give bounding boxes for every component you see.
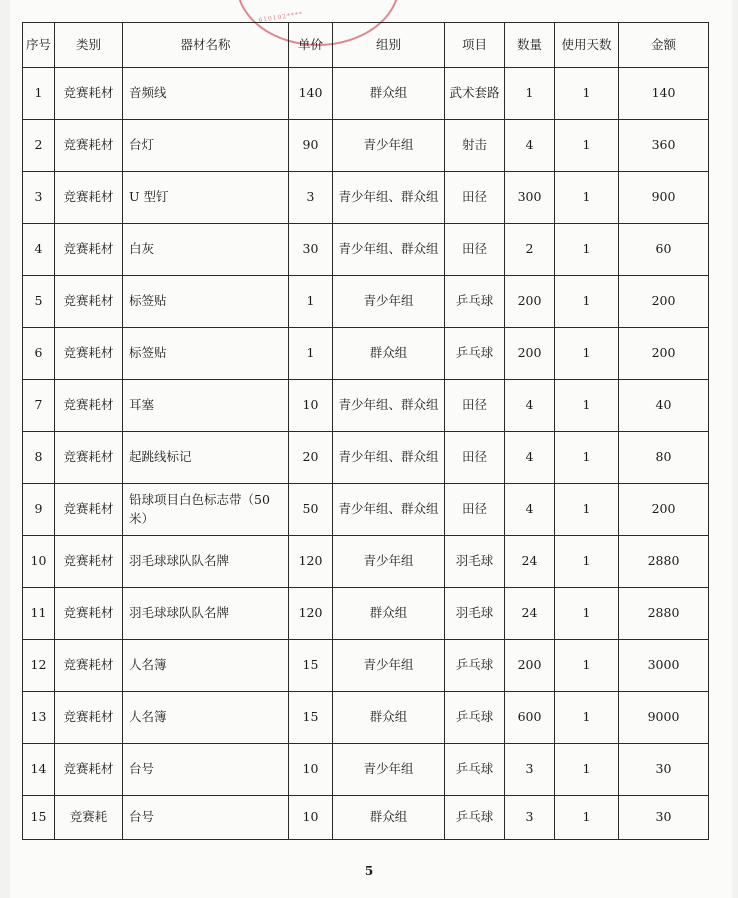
cell-index: 3	[23, 172, 55, 224]
cell-amount: 2880	[619, 588, 709, 640]
cell-category: 竞赛耗材	[55, 68, 123, 120]
table-row	[23, 744, 709, 796]
cell-item-name: 白灰	[123, 224, 289, 276]
cell-days-used: 1	[555, 692, 619, 744]
cell-event: 乒乓球	[445, 692, 505, 744]
cell-quantity: 1	[505, 68, 555, 120]
table-row	[23, 588, 709, 640]
table-row	[23, 484, 709, 536]
cell-days-used: 1	[555, 224, 619, 276]
cell-group: 青少年组、群众组	[333, 484, 445, 536]
cell-event: 田径	[445, 224, 505, 276]
cell-days-used: 1	[555, 432, 619, 484]
cell-group: 青少年组、群众组	[333, 380, 445, 432]
table-body	[23, 68, 709, 840]
stamp-text: 610102****	[257, 10, 304, 24]
cell-index: 15	[23, 796, 55, 840]
cell-index: 1	[23, 68, 55, 120]
cell-amount: 140	[619, 68, 709, 120]
cell-event: 田径	[445, 484, 505, 536]
cell-quantity: 4	[505, 484, 555, 536]
cell-event: 武术套路	[445, 68, 505, 120]
header-group: 组别	[333, 23, 445, 68]
cell-amount: 9000	[619, 692, 709, 744]
cell-event: 羽毛球	[445, 536, 505, 588]
cell-quantity: 4	[505, 380, 555, 432]
cell-days-used: 1	[555, 120, 619, 172]
cell-unit-price: 10	[289, 796, 333, 840]
cell-days-used: 1	[555, 172, 619, 224]
cell-quantity: 4	[505, 120, 555, 172]
cell-amount: 60	[619, 224, 709, 276]
equipment-cost-table	[22, 22, 709, 840]
cell-quantity: 4	[505, 432, 555, 484]
cell-amount: 30	[619, 744, 709, 796]
cell-index: 11	[23, 588, 55, 640]
header-amount: 金额	[619, 23, 709, 68]
table-row	[23, 276, 709, 328]
cell-category: 竞赛耗材	[55, 536, 123, 588]
cell-amount: 200	[619, 328, 709, 380]
cell-unit-price: 1	[289, 328, 333, 380]
cell-index: 2	[23, 120, 55, 172]
page-number: 5	[364, 864, 374, 878]
cell-group: 群众组	[333, 796, 445, 840]
cell-event: 羽毛球	[445, 588, 505, 640]
cell-unit-price: 10	[289, 744, 333, 796]
cell-item-name: 起跳线标记	[123, 432, 289, 484]
cell-category: 竞赛耗材	[55, 744, 123, 796]
header-category: 类别	[55, 23, 123, 68]
cell-item-name: 台号	[123, 744, 289, 796]
cell-group: 青少年组	[333, 120, 445, 172]
cell-group: 群众组	[333, 588, 445, 640]
cell-days-used: 1	[555, 796, 619, 840]
cell-index: 6	[23, 328, 55, 380]
cell-event: 乒乓球	[445, 744, 505, 796]
cell-quantity: 200	[505, 328, 555, 380]
cell-group: 青少年组、群众组	[333, 224, 445, 276]
cell-index: 7	[23, 380, 55, 432]
cell-category: 竞赛耗	[55, 796, 123, 840]
cell-days-used: 1	[555, 68, 619, 120]
cell-amount: 2880	[619, 536, 709, 588]
table-row	[23, 328, 709, 380]
cell-category: 竞赛耗材	[55, 692, 123, 744]
cell-event: 射击	[445, 120, 505, 172]
cell-amount: 360	[619, 120, 709, 172]
cell-days-used: 1	[555, 276, 619, 328]
cell-unit-price: 3	[289, 172, 333, 224]
table-row	[23, 432, 709, 484]
cell-quantity: 24	[505, 536, 555, 588]
cell-event: 田径	[445, 380, 505, 432]
cell-days-used: 1	[555, 744, 619, 796]
table-row	[23, 692, 709, 744]
cell-event: 田径	[445, 432, 505, 484]
cell-amount: 3000	[619, 640, 709, 692]
table-row	[23, 380, 709, 432]
cell-group: 青少年组、群众组	[333, 172, 445, 224]
cell-group: 青少年组	[333, 744, 445, 796]
cell-unit-price: 50	[289, 484, 333, 536]
cell-days-used: 1	[555, 380, 619, 432]
cell-item-name: U 型钉	[123, 172, 289, 224]
cell-amount: 30	[619, 796, 709, 840]
table-row	[23, 640, 709, 692]
cell-group: 群众组	[333, 692, 445, 744]
cell-item-name: 羽毛球球队队名牌	[123, 588, 289, 640]
cell-unit-price: 90	[289, 120, 333, 172]
cell-category: 竞赛耗材	[55, 484, 123, 536]
header-days-used: 使用天数	[555, 23, 619, 68]
cell-group: 青少年组	[333, 640, 445, 692]
header-quantity: 数量	[505, 23, 555, 68]
cell-index: 12	[23, 640, 55, 692]
cell-unit-price: 120	[289, 536, 333, 588]
cell-amount: 80	[619, 432, 709, 484]
cell-item-name: 耳塞	[123, 380, 289, 432]
table-row	[23, 120, 709, 172]
cell-amount: 40	[619, 380, 709, 432]
cell-category: 竞赛耗材	[55, 120, 123, 172]
cell-unit-price: 15	[289, 692, 333, 744]
cell-amount: 200	[619, 484, 709, 536]
cell-quantity: 200	[505, 276, 555, 328]
table-row	[23, 172, 709, 224]
cell-unit-price: 20	[289, 432, 333, 484]
cell-days-used: 1	[555, 640, 619, 692]
cell-days-used: 1	[555, 328, 619, 380]
cell-quantity: 600	[505, 692, 555, 744]
cell-index: 13	[23, 692, 55, 744]
cell-unit-price: 15	[289, 640, 333, 692]
cell-category: 竞赛耗材	[55, 640, 123, 692]
cell-amount: 200	[619, 276, 709, 328]
cell-index: 5	[23, 276, 55, 328]
cell-category: 竞赛耗材	[55, 172, 123, 224]
cell-amount: 900	[619, 172, 709, 224]
cell-days-used: 1	[555, 588, 619, 640]
header-index: 序号	[23, 23, 55, 68]
cell-days-used: 1	[555, 484, 619, 536]
cell-category: 竞赛耗材	[55, 432, 123, 484]
cell-item-name: 羽毛球球队队名牌	[123, 536, 289, 588]
header-unit-price: 单价	[289, 23, 333, 68]
table-row	[23, 224, 709, 276]
cell-group: 群众组	[333, 328, 445, 380]
cell-quantity: 300	[505, 172, 555, 224]
cell-event: 乒乓球	[445, 796, 505, 840]
cell-index: 8	[23, 432, 55, 484]
cell-unit-price: 10	[289, 380, 333, 432]
cell-item-name: 标签贴	[123, 328, 289, 380]
cell-group: 青少年组	[333, 536, 445, 588]
cell-unit-price: 120	[289, 588, 333, 640]
cell-unit-price: 30	[289, 224, 333, 276]
cell-item-name: 台灯	[123, 120, 289, 172]
cell-item-name: 标签贴	[123, 276, 289, 328]
cell-quantity: 200	[505, 640, 555, 692]
cell-group: 青少年组	[333, 276, 445, 328]
cell-quantity: 24	[505, 588, 555, 640]
cell-item-name: 台号	[123, 796, 289, 840]
cell-quantity: 3	[505, 744, 555, 796]
cell-unit-price: 140	[289, 68, 333, 120]
cell-unit-price: 1	[289, 276, 333, 328]
cell-item-name: 铅球项目白色标志带（50 米）	[123, 484, 289, 536]
cell-index: 14	[23, 744, 55, 796]
table-header-row	[23, 23, 709, 68]
cell-quantity: 3	[505, 796, 555, 840]
cell-group: 青少年组、群众组	[333, 432, 445, 484]
table-row	[23, 796, 709, 840]
cell-event: 田径	[445, 172, 505, 224]
cell-category: 竞赛耗材	[55, 224, 123, 276]
cell-quantity: 2	[505, 224, 555, 276]
cell-index: 9	[23, 484, 55, 536]
cell-index: 4	[23, 224, 55, 276]
cell-category: 竞赛耗材	[55, 588, 123, 640]
table-row	[23, 536, 709, 588]
header-item-name: 器材名称	[123, 23, 289, 68]
cell-item-name: 人名簿	[123, 640, 289, 692]
cell-event: 乒乓球	[445, 328, 505, 380]
table-row	[23, 68, 709, 120]
cell-item-name: 人名簿	[123, 692, 289, 744]
cell-category: 竞赛耗材	[55, 276, 123, 328]
cell-days-used: 1	[555, 536, 619, 588]
cell-event: 乒乓球	[445, 640, 505, 692]
header-event: 项目	[445, 23, 505, 68]
cell-group: 群众组	[333, 68, 445, 120]
cell-item-name: 音频线	[123, 68, 289, 120]
cell-event: 乒乓球	[445, 276, 505, 328]
cell-category: 竞赛耗材	[55, 328, 123, 380]
cell-index: 10	[23, 536, 55, 588]
cell-category: 竞赛耗材	[55, 380, 123, 432]
